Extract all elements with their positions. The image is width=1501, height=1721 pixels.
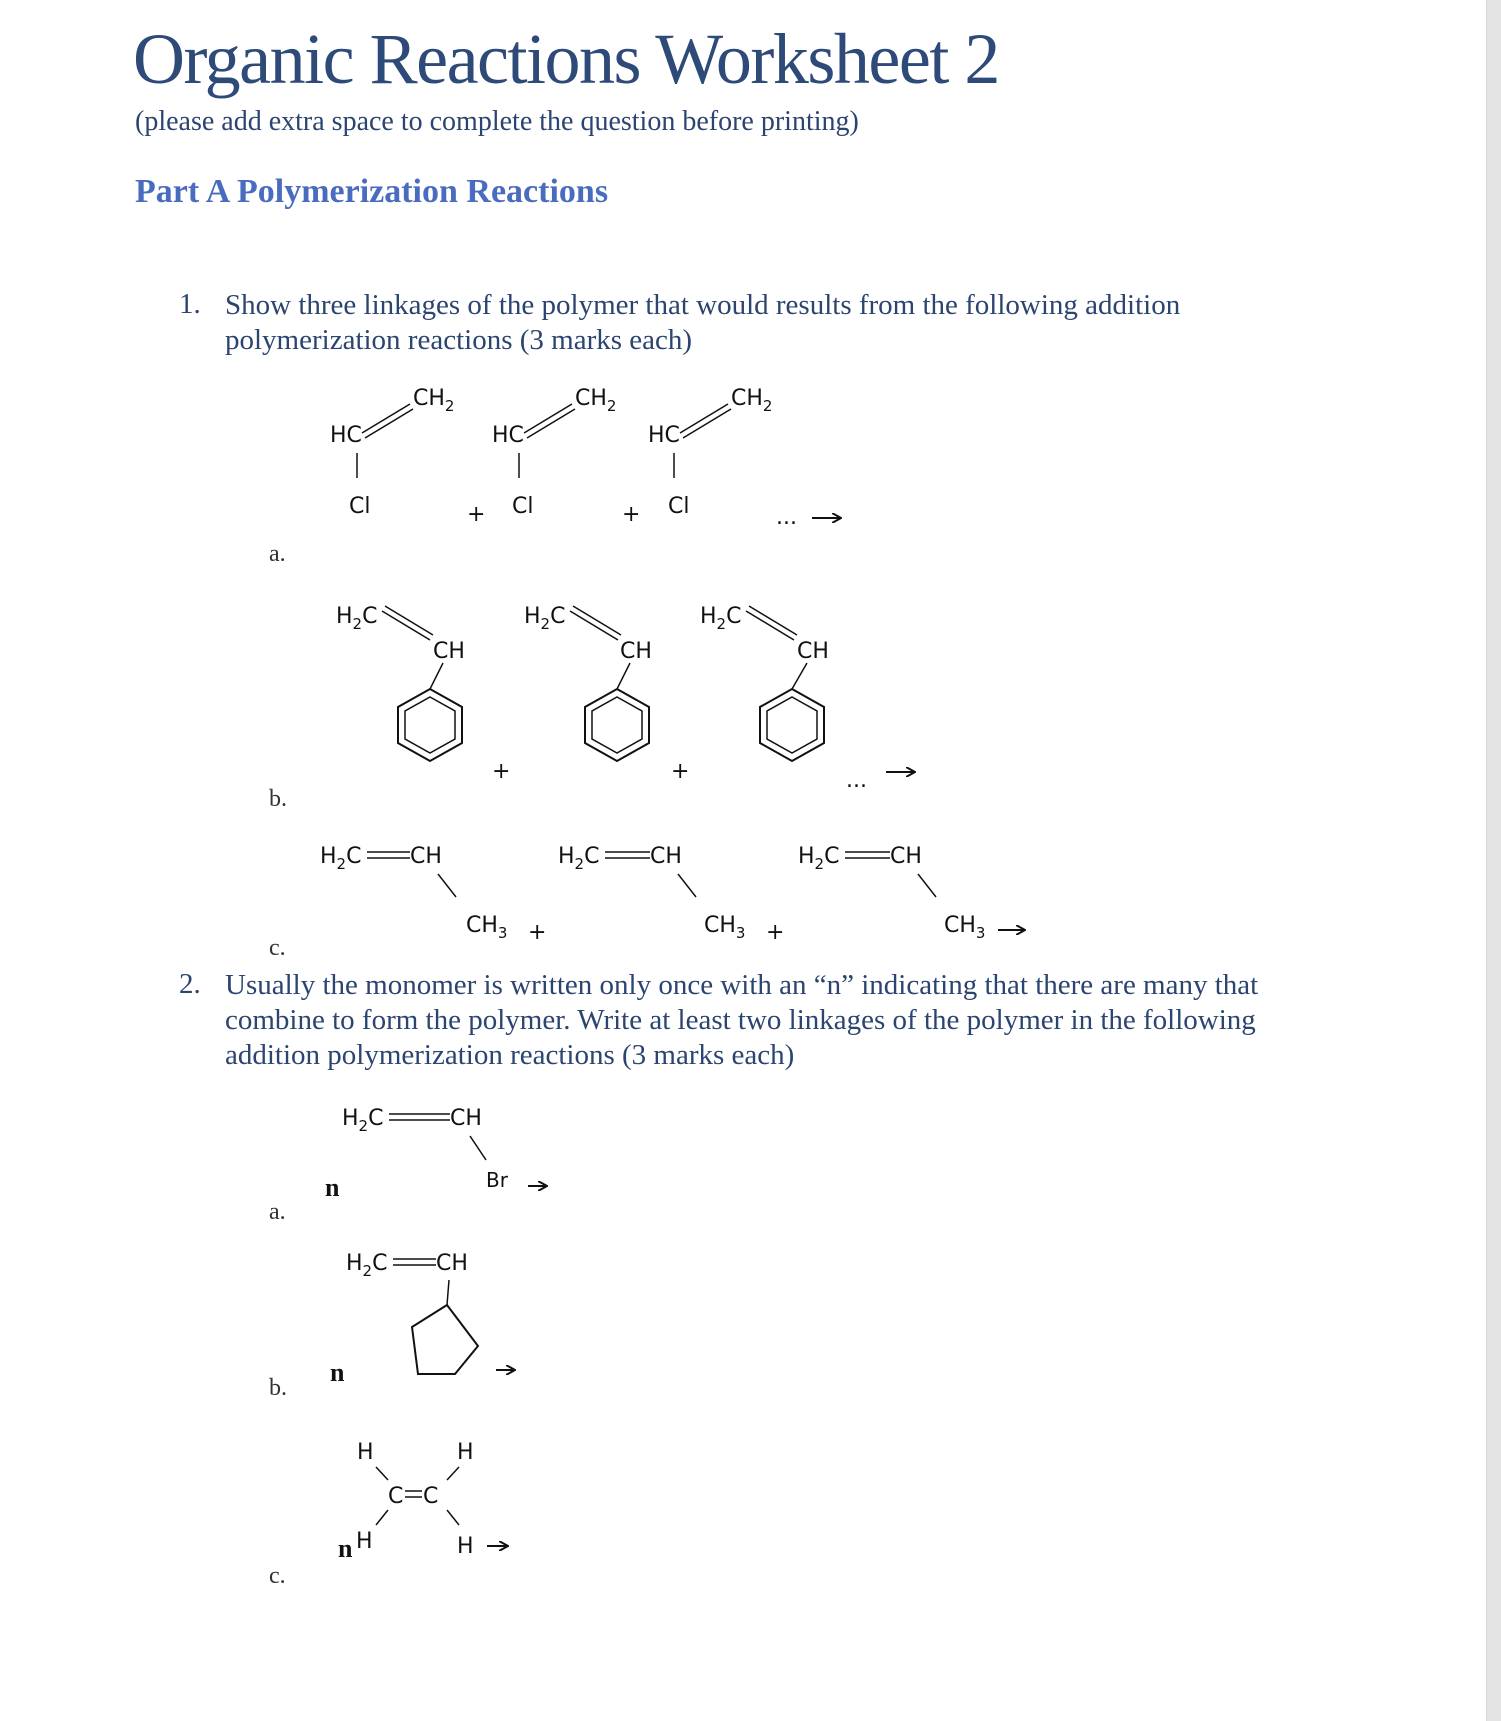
page-title: Organic Reactions Worksheet 2: [133, 19, 999, 99]
svg-text:C: C: [388, 1484, 404, 1509]
svg-text:CH2: $CH_2$: [413, 386, 455, 415]
svg-text:CH: CH: [410, 844, 442, 869]
svg-text:CH: CH: [797, 639, 829, 664]
q1a-plus-1: +: [467, 502, 486, 527]
q2-label-a: a.: [269, 1199, 286, 1225]
svg-text:CH3: $CH_3$: [944, 913, 986, 942]
q1a-plus-2: +: [622, 502, 641, 527]
svg-text:Cl: Cl: [668, 494, 690, 519]
q1b-ellipsis: ...: [846, 768, 867, 793]
svg-text:CH3: $CH_3$: [704, 913, 746, 942]
q1a-ellipsis: ...: [776, 505, 797, 530]
svg-text:CH: CH: [433, 639, 465, 664]
q1a-monomer-1: [330, 386, 454, 519]
q1b-monomer-2: [524, 604, 652, 761]
section-heading: Part A Polymerization Reactions: [135, 173, 609, 210]
svg-text:CH2: $CH_2$: [731, 386, 773, 415]
svg-text:HC: HC: [330, 423, 362, 448]
svg-text:Br: Br: [486, 1168, 508, 1192]
q1c-monomer-3: [798, 844, 985, 942]
svg-text:H: H: [356, 1529, 373, 1554]
svg-text:H2C: $H_2C$: [798, 844, 840, 873]
svg-text:HC: HC: [648, 423, 680, 448]
svg-text:CH: CH: [650, 844, 682, 869]
svg-text:Cl: Cl: [349, 494, 371, 519]
svg-text:H2C: $H_2C$: [336, 604, 378, 633]
svg-text:n: n: [338, 1534, 353, 1563]
q2a-monomer: [342, 1106, 509, 1192]
svg-text:H2C: $H_2C$: [342, 1106, 384, 1135]
q1a-monomer-2: [492, 386, 616, 519]
q1-label-b: b.: [269, 786, 287, 812]
svg-text:H: H: [457, 1440, 474, 1465]
q2c-monomer: [338, 1440, 474, 1563]
svg-text:C: C: [423, 1484, 439, 1509]
svg-text:CH: CH: [436, 1251, 468, 1276]
svg-text:CH: CH: [450, 1106, 482, 1131]
q1b-monomer-3: [700, 604, 829, 761]
q1b-plus-1: +: [492, 759, 511, 784]
svg-text:H2C: $H_2C$: [700, 604, 742, 633]
q1c-plus-1: +: [528, 920, 547, 945]
svg-text:Cl: Cl: [512, 494, 534, 519]
q2-label-b: b.: [269, 1375, 287, 1401]
q2b-monomer: [346, 1251, 478, 1374]
q1-label-a: a.: [269, 541, 286, 567]
question-1-text: Show three linkages of the polymer that would results from the following addition polymerization reactions (3 marks each): [225, 289, 1181, 356]
svg-text:H2C: $H_2C$: [524, 604, 566, 633]
q2-label-c: c.: [269, 1563, 286, 1589]
q1b-plus-2: +: [671, 759, 690, 784]
q1b-monomer-1: [336, 604, 465, 761]
svg-text:CH3: $CH_3$: [466, 913, 508, 942]
q1c-plus-2: +: [766, 920, 785, 945]
question-1-number: 1.: [179, 288, 201, 320]
svg-text:HC: HC: [492, 423, 524, 448]
svg-text:H2C: $H_2C$: [558, 844, 600, 873]
svg-text:H: H: [457, 1534, 474, 1559]
svg-text:CH: CH: [620, 639, 652, 664]
q1-label-c: c.: [269, 935, 286, 961]
q1a-monomer-3: [648, 386, 772, 519]
q1c-monomer-2: [558, 844, 745, 942]
q2b-n-label: n: [330, 1358, 345, 1387]
svg-text:CH: CH: [890, 844, 922, 869]
q1c-monomer-1: [320, 844, 507, 942]
svg-text:H: H: [357, 1440, 374, 1465]
q2a-n-label: n: [325, 1173, 340, 1202]
svg-text:H2C: $H_2C$: [320, 844, 362, 873]
page-subtitle: (please add extra space to complete the question before printing): [135, 106, 859, 137]
svg-text:H2C: $H_2C$: [346, 1251, 388, 1280]
question-2-text: Usually the monomer is written only once with an “n” indicating that there are many that combine to form the polymer. Write at least two linkages of the polymer in the following addition polymerization reactions (3 marks each): [225, 969, 1259, 1071]
question-2-number: 2.: [179, 968, 201, 1000]
svg-text:CH2: $CH_2$: [575, 386, 617, 415]
